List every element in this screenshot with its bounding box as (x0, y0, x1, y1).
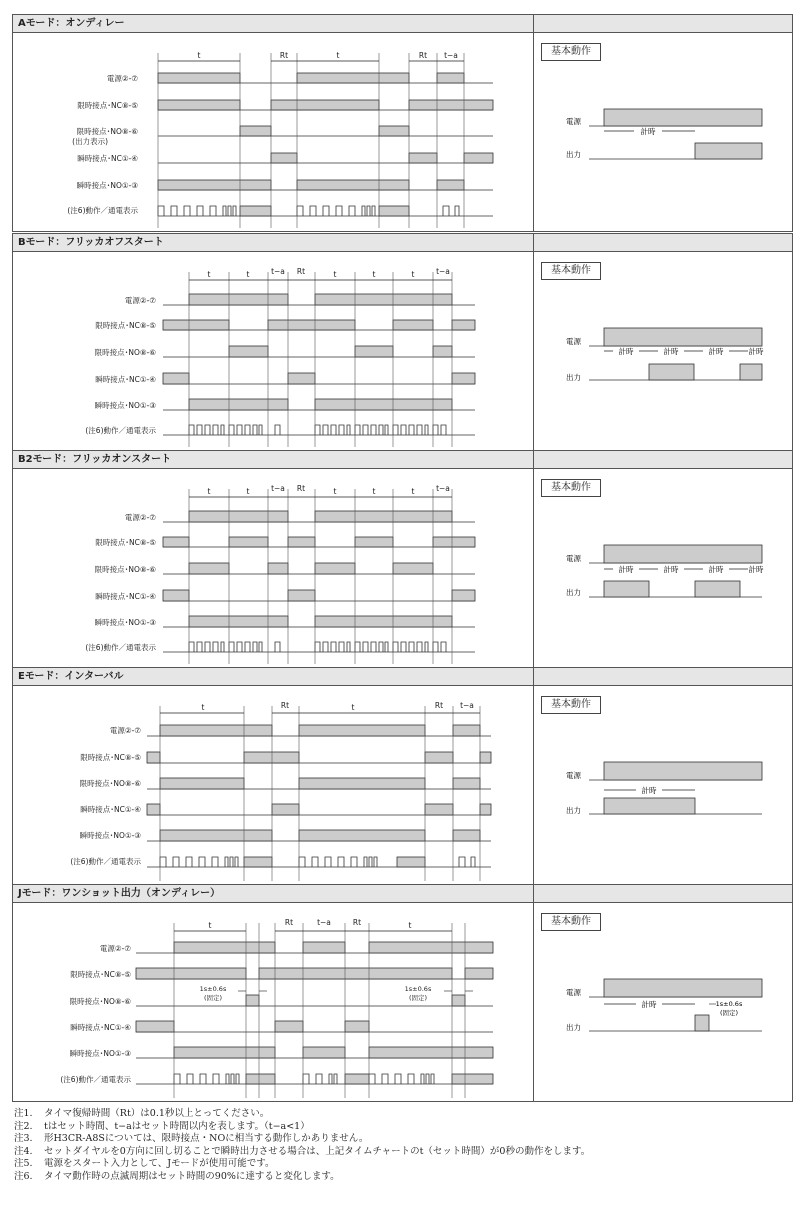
signal-high (315, 616, 452, 627)
signal-high (453, 830, 480, 841)
signal-label: (注6)動作／通電表示 (70, 857, 141, 866)
timing-label: 計時 (748, 565, 764, 574)
basic-signal-label: 出力 (566, 806, 581, 815)
signal-label: 限時接点･NO⑧-⑥ (69, 997, 131, 1006)
signal-high (604, 328, 762, 346)
timing-label: Rt (279, 51, 289, 60)
note-row (14, 1133, 794, 1146)
signal-high (288, 537, 315, 547)
signal-high (297, 180, 409, 190)
timing-label: 計時 (640, 127, 656, 136)
signal-high (272, 804, 299, 815)
basic-operation-badge: 基本動作 (541, 43, 601, 61)
section-title: B2モード：フリッカオンスタート (13, 451, 792, 469)
signal-high (480, 804, 491, 815)
signal-label: 電源②-⑦ (124, 513, 156, 522)
basic-signal-label: 電源 (566, 117, 581, 126)
signal-label: 瞬時接点･NO①-③ (94, 618, 156, 627)
timing-label: t (207, 270, 211, 279)
signal-high (604, 798, 695, 814)
signal-high (189, 616, 288, 627)
signal-high (453, 725, 480, 736)
signal-label: 瞬時接点･NO①-③ (76, 181, 138, 190)
signal-high (163, 590, 189, 601)
section-j-mode (12, 884, 793, 1102)
signal-high (604, 979, 762, 997)
signal-high (437, 180, 464, 190)
signal-high (259, 968, 452, 979)
oneshot-label: 1s±0.6s (715, 1000, 743, 1008)
signal-high (695, 1015, 709, 1031)
signal-high (299, 778, 425, 789)
timing-chart (13, 686, 533, 886)
note-row (14, 1121, 794, 1134)
signal-high (297, 73, 409, 83)
signal-high (604, 581, 649, 597)
note-text: タイマ復帰時間（Rt）は0.1秒以上とってください。 (44, 1108, 270, 1119)
section-title: Aモード：オンディレー (13, 15, 792, 33)
timing-label: 計時 (708, 347, 724, 356)
signal-label: 限時接点･NC⑧-⑤ (80, 753, 141, 762)
signal-high (189, 563, 229, 574)
note-id: 注6. (14, 1170, 33, 1182)
signal-high (160, 725, 272, 736)
signal-high (452, 373, 475, 384)
signal-high (425, 752, 453, 763)
timing-label: Rt (296, 267, 306, 276)
section-title: Bモード：フリッカオフスタート (13, 234, 792, 252)
signal-label: (注6)動作／通電表示 (85, 643, 156, 652)
basic-signal-label: 出力 (566, 1023, 581, 1032)
signal-label: 限時接点･NO⑧-⑥ (79, 779, 141, 788)
oneshot-label: 1s±0.6s (199, 985, 227, 993)
signal-high (136, 968, 246, 979)
basic-operation-chart (534, 252, 794, 452)
signal-label: (注6)動作／通電表示 (60, 1075, 131, 1084)
section-title: Jモード：ワンショット出力（オンディレー） (13, 885, 792, 903)
signal-label: 瞬時接点･NC①-④ (95, 592, 156, 601)
signal-label: (注6)動作／通電表示 (85, 426, 156, 435)
signal-high (604, 109, 762, 126)
timing-label: t (201, 703, 205, 712)
signal-label: 電源②-⑦ (106, 74, 138, 83)
signal-high (604, 545, 762, 563)
note-row (14, 1171, 794, 1184)
basic-operation-chart (534, 33, 794, 233)
note-text: タイマ動作時の点滅周期はセット時間の90%に達すると変化します。 (44, 1170, 340, 1182)
timing-label: Rt (280, 701, 290, 710)
signal-high (229, 537, 268, 547)
signal-high (315, 294, 452, 305)
signal-high (229, 346, 268, 357)
signal-high (379, 206, 409, 216)
section-e-mode (12, 667, 793, 885)
basic-operation-badge: 基本動作 (541, 696, 601, 714)
blink-pulses (160, 857, 475, 867)
signal-high (452, 320, 475, 330)
signal-high (189, 511, 288, 522)
oneshot-label: (固定) (408, 994, 428, 1002)
signal-high (379, 126, 409, 136)
note-row (14, 1146, 794, 1159)
timing-label: 計時 (748, 347, 764, 356)
signal-high (695, 581, 740, 597)
basic-operation-chart (534, 903, 794, 1103)
section-b-mode (12, 233, 793, 451)
signal-high (189, 399, 288, 410)
timing-label: t−a (317, 918, 331, 927)
basic-signal-label: 電源 (566, 988, 581, 997)
timing-label: t−a (271, 484, 285, 493)
signal-label: 限時接点･NC⑧-⑤ (95, 538, 156, 547)
note-text: 形H3CR-A8Sについては、限時接点・NOに相当する動作しかありません。 (44, 1133, 369, 1144)
notes-section (14, 1108, 794, 1183)
timing-label: t (333, 487, 337, 496)
basic-signal-label: 出力 (566, 150, 581, 159)
timing-label: Rt (284, 918, 294, 927)
timing-label: 計時 (663, 565, 679, 574)
signal-high (315, 399, 452, 410)
signal-high (288, 373, 315, 384)
signal-high (397, 857, 425, 867)
signal-label: 限時接点･NC⑧-⑤ (70, 970, 131, 979)
signal-label: 限時接点･NO⑧-⑥ (94, 348, 156, 357)
section-b2-mode (12, 450, 793, 668)
timing-chart (13, 903, 533, 1103)
signal-high (299, 725, 425, 736)
note-id: 注5. (14, 1158, 33, 1169)
timing-label: t (208, 921, 212, 930)
signal-high (453, 778, 480, 789)
signal-high (345, 1021, 369, 1032)
signal-high (147, 804, 160, 815)
timing-chart (13, 252, 533, 452)
signal-label: 瞬時接点･NO①-③ (79, 831, 141, 840)
timing-label: t−a (460, 701, 474, 710)
note-text: 電源をスタート入力として、Jモードが使用可能です。 (44, 1158, 275, 1169)
signal-high (174, 1047, 275, 1058)
basic-operation-badge: 基本動作 (541, 913, 601, 931)
timing-label: t (246, 270, 250, 279)
signal-high (452, 1074, 493, 1084)
basic-signal-label: 出力 (566, 373, 581, 382)
note-id: 注1. (14, 1108, 33, 1119)
signal-label: 瞬時接点･NO①-③ (94, 401, 156, 410)
signal-high (275, 1021, 303, 1032)
timing-label: Rt (434, 701, 444, 710)
oneshot-label: 1s±0.6s (404, 985, 432, 993)
signal-high (288, 590, 315, 601)
signal-high (464, 153, 493, 163)
signal-label: 電源②-⑦ (99, 944, 131, 953)
basic-signal-label: 電源 (566, 337, 581, 346)
timing-label: t−a (436, 267, 450, 276)
signal-high (409, 100, 493, 110)
signal-high (433, 346, 452, 357)
signal-high (189, 294, 288, 305)
timing-label: 計時 (641, 1000, 657, 1009)
signal-label: 瞬時接点･NO①-③ (69, 1049, 131, 1058)
timing-label: t (207, 487, 211, 496)
signal-label: 限時接点･NC⑧-⑤ (95, 321, 156, 330)
signal-high (740, 364, 762, 380)
signal-high (244, 857, 272, 867)
signal-high (271, 100, 379, 110)
basic-signal-label: 電源 (566, 554, 581, 563)
signal-high (393, 563, 433, 574)
signal-high (163, 320, 229, 330)
oneshot-label: (固定) (203, 994, 223, 1002)
note-id: 注3. (14, 1133, 33, 1144)
timing-label: t (333, 270, 337, 279)
timing-label: t (372, 487, 376, 496)
signal-label: 限時接点･NO⑧-⑥ (76, 127, 138, 136)
signal-high (649, 364, 694, 380)
timing-label: Rt (352, 918, 362, 927)
signal-high (174, 942, 275, 953)
signal-label: (出力表示) (72, 137, 108, 146)
timing-label: t−a (271, 267, 285, 276)
signal-high (246, 1074, 275, 1084)
timing-label: 計時 (708, 565, 724, 574)
signal-high (163, 373, 189, 384)
signal-label: 瞬時接点･NC①-④ (77, 154, 138, 163)
blink-pulses (189, 425, 446, 435)
timing-label: t (197, 51, 201, 60)
signal-high (271, 153, 297, 163)
signal-label: 瞬時接点･NC①-④ (80, 805, 141, 814)
oneshot-label: (固定) (719, 1009, 739, 1017)
signal-high (268, 563, 288, 574)
note-id: 注4. (14, 1145, 33, 1157)
timing-label: t−a (436, 484, 450, 493)
signal-label: 限時接点･NC⑧-⑤ (77, 101, 138, 110)
signal-high (303, 942, 345, 953)
timing-label: 計時 (618, 347, 634, 356)
timing-label: t (372, 270, 376, 279)
timing-chart (13, 33, 533, 233)
signal-high (452, 590, 475, 601)
signal-high (695, 143, 762, 159)
signal-label: 電源②-⑦ (124, 296, 156, 305)
signal-high (315, 511, 452, 522)
timing-label: t (246, 487, 250, 496)
basic-operation-chart (534, 469, 794, 669)
blink-pulses (158, 206, 459, 216)
basic-operation-badge: 基本動作 (541, 479, 601, 497)
signal-high (147, 752, 160, 763)
signal-high (160, 830, 272, 841)
signal-high (409, 153, 437, 163)
note-row (14, 1108, 794, 1121)
signal-label: 瞬時接点･NC①-④ (70, 1023, 131, 1032)
timing-label: t (336, 51, 340, 60)
timing-label: Rt (296, 484, 306, 493)
blink-pulses (189, 642, 446, 652)
signal-high (158, 180, 271, 190)
signal-high (604, 762, 762, 780)
signal-high (315, 563, 355, 574)
signal-high (369, 942, 493, 953)
signal-label: 瞬時接点･NC①-④ (95, 375, 156, 384)
signal-high (268, 320, 355, 330)
timing-chart (13, 469, 533, 669)
signal-high (240, 126, 271, 136)
signal-label: 電源②-⑦ (109, 726, 141, 735)
signal-high (299, 830, 425, 841)
note-text: tはセット時間、t−aはセット時間以内を表します。（t−a<1） (44, 1120, 310, 1132)
section-title: Eモード：インターバル (13, 668, 792, 686)
timing-label: 計時 (641, 786, 657, 795)
timing-label: t−a (444, 51, 458, 60)
signal-high (163, 537, 189, 547)
signal-high (303, 1047, 345, 1058)
signal-high (437, 73, 464, 83)
signal-high (433, 537, 475, 547)
signal-high (393, 320, 433, 330)
signal-high (425, 804, 453, 815)
signal-label: (注6)動作／通電表示 (67, 206, 138, 215)
signal-label: 限時接点･NO⑧-⑥ (94, 565, 156, 574)
section-a-mode (12, 14, 793, 232)
basic-operation-chart (534, 686, 794, 886)
signal-high (158, 73, 240, 83)
note-row (14, 1158, 794, 1171)
signal-high (158, 100, 240, 110)
signal-high (136, 1021, 174, 1032)
signal-high (160, 778, 244, 789)
note-text: セットダイヤルを0方向に回し切ることで瞬時出力させる場合は、上記タイムチャートのt（セット時間）が0秒の動作をします。 (44, 1145, 591, 1157)
timing-label: 計時 (618, 565, 634, 574)
signal-high (369, 1047, 493, 1058)
signal-high (240, 206, 271, 216)
signal-high (465, 968, 493, 979)
signal-high (355, 346, 393, 357)
signal-high (452, 995, 465, 1006)
timing-label: t (351, 703, 355, 712)
note-id: 注2. (14, 1120, 33, 1132)
signal-high (345, 1074, 369, 1084)
signal-high (246, 995, 259, 1006)
timing-label: 計時 (663, 347, 679, 356)
timing-label: t (408, 921, 412, 930)
basic-signal-label: 出力 (566, 588, 581, 597)
signal-high (244, 752, 299, 763)
timing-label: t (411, 270, 415, 279)
timing-label: t (411, 487, 415, 496)
signal-high (480, 752, 491, 763)
basic-signal-label: 電源 (566, 771, 581, 780)
signal-high (355, 537, 393, 547)
blink-pulses (174, 1074, 434, 1084)
timing-label: Rt (418, 51, 428, 60)
basic-operation-badge: 基本動作 (541, 262, 601, 280)
